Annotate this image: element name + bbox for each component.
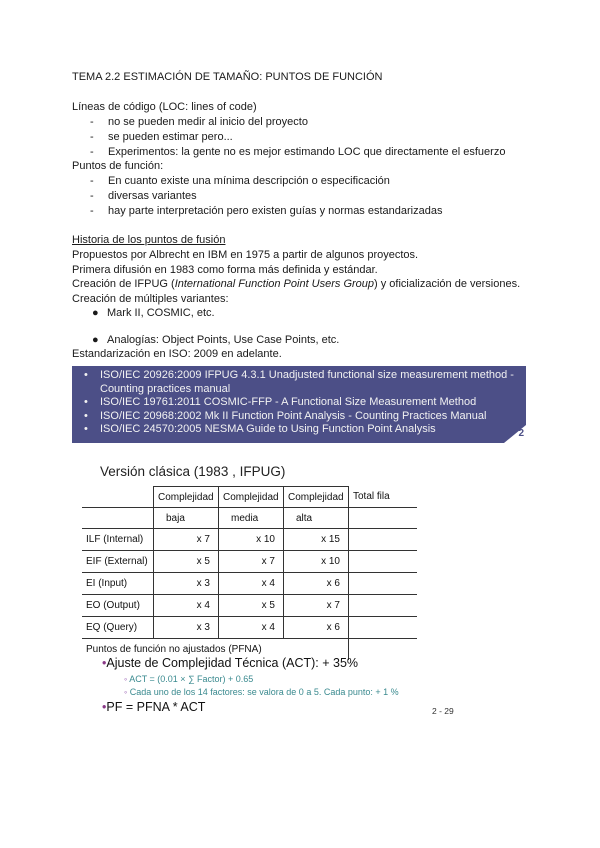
table-cell: x 4 (219, 617, 284, 639)
history-line: Creación de múltiples variantes: (72, 293, 229, 305)
header-cell: Total fila (349, 487, 418, 508)
table-cell: x 6 (284, 617, 349, 639)
table-cell: x 3 (154, 617, 219, 639)
history-line: Estandarización en ISO: 2009 en adelante. (72, 348, 282, 360)
table-cell: x 10 (284, 551, 349, 573)
row-label: EI (Input) (82, 573, 154, 595)
table-row (82, 617, 417, 639)
list-item: ● Mark II, COSMIC, etc. (92, 307, 215, 319)
function-point-table (82, 486, 417, 660)
slide-image (82, 458, 528, 720)
list-item: - Experimentos: la gente no es mejor estimando LOC que directamente el esfuerzo (90, 146, 506, 158)
row-label: ILF (Internal) (82, 529, 154, 551)
table-row (82, 551, 417, 573)
header-cell: alta (284, 508, 349, 529)
row-label: EO (Output) (82, 595, 154, 617)
list-item: • ISO/IEC 24570:2005 NESMA Guide to Using Function Point Analysis (84, 423, 436, 436)
table-cell: x 7 (219, 551, 284, 573)
table-cell: x 15 (284, 529, 349, 551)
list-item: • ISO/IEC 20968:2002 Mk II Function Point Analysis - Counting Practices Manual (84, 409, 487, 422)
act-factors: ◦ Cada uno de los 14 factores: se valora de 0 a 5. Cada punto: + 1 % (124, 687, 399, 697)
slide-page-number: 2 - 29 (432, 706, 454, 716)
history-line: Propuestos por Albrecht en IBM en 1975 a partir de algunos proyectos. (72, 249, 419, 261)
list-item: ● Analogías: Object Points, Use Case Points, etc. (92, 334, 340, 346)
list-item: • ISO/IEC 20926:2009 IFPUG 4.3.1 Unadjusted functional size measurement method - Counting practices manual (84, 369, 514, 395)
fp-heading: Puntos de función: (72, 160, 164, 172)
slide-number: 2 (518, 428, 524, 439)
page-title: TEMA 2.2 ESTIMACIÓN DE TAMAÑO: PUNTOS DE FUNCIÓN (72, 71, 383, 83)
table-row (82, 595, 417, 617)
table-cell: x 4 (219, 573, 284, 595)
list-item: - hay parte interpretación pero existen guías y normas estandarizadas (90, 205, 443, 217)
table-row (82, 573, 417, 595)
header-cell: Complejidad (219, 487, 284, 508)
table-header-row (82, 487, 417, 508)
table-cell: x 7 (284, 595, 349, 617)
list-item: - diversas variantes (90, 190, 197, 202)
history-line: Creación de IFPUG (International Function Point Users Group) y oficialización de versiones. (72, 278, 521, 290)
table-cell: x 5 (219, 595, 284, 617)
table-header-row (82, 508, 417, 529)
act-heading: •Ajuste de Complejidad Técnica (ACT): + 35% (102, 656, 359, 670)
history-line: Primera difusión en 1983 como forma más definida y estándar. (72, 264, 378, 276)
header-cell: baja (154, 508, 219, 529)
history-heading: Historia de los puntos de fusión (72, 234, 226, 246)
table-cell: x 3 (154, 573, 219, 595)
header-cell: Complejidad (154, 487, 219, 508)
table-cell: x 6 (284, 573, 349, 595)
row-label: EIF (External) (82, 551, 154, 573)
slide-title: Versión clásica (1983 , IFPUG) (100, 464, 286, 479)
list-item: • ISO/IEC 19761:2011 COSMIC-FFP - A Functional Size Measurement Method (84, 396, 477, 409)
table-cell: x 7 (154, 529, 219, 551)
header-cell: media (219, 508, 284, 529)
table-cell: x 5 (154, 551, 219, 573)
table-cell: x 4 (154, 595, 219, 617)
iso-standards-box (72, 366, 526, 443)
act-formula: ◦ ACT = (0.01 × ∑ Factor) + 0.65 (124, 674, 254, 684)
list-item: - En cuanto existe una mínima descripción o especificación (90, 175, 390, 187)
footer-label: Puntos de función no ajustados (PFNA) (82, 639, 349, 661)
list-item: - se pueden estimar pero... (90, 131, 233, 143)
table-row (82, 529, 417, 551)
header-cell: Complejidad (284, 487, 349, 508)
pf-formula: •PF = PFNA * ACT (102, 700, 206, 714)
row-label: EQ (Query) (82, 617, 154, 639)
table-cell: x 10 (219, 529, 284, 551)
list-item: - no se pueden medir al inicio del proyecto (90, 116, 308, 128)
loc-heading: Líneas de código (LOC: lines of code) (72, 101, 257, 113)
